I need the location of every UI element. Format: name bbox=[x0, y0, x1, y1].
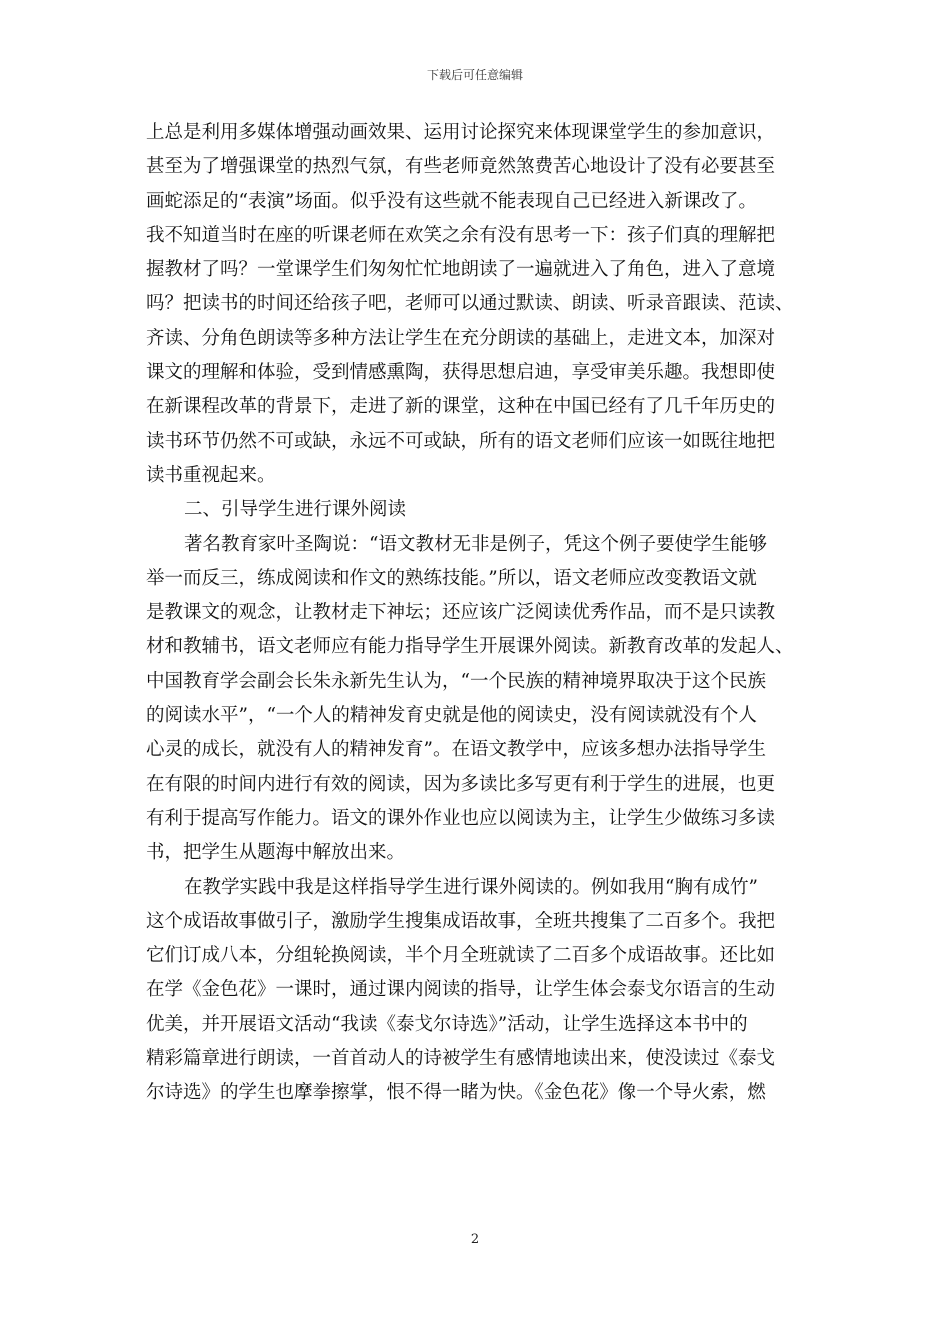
text-line: 二、引导学生进行课外阅读 bbox=[184, 499, 407, 521]
text-line: 读书环节仍然不可或缺，永远不可或缺，所有的语文老师们应该一如既往地把 bbox=[146, 430, 776, 452]
text-line: 著名教育家叶圣陶说：“语文教材无非是例子，凭这个例子要使学生能够 bbox=[184, 533, 767, 555]
text-line: 读书重视起来。 bbox=[146, 464, 276, 486]
text-line: 精彩篇章进行朗读，一首首动人的诗被学生有感情地读出来，使没读过《泰戈 bbox=[146, 1048, 776, 1070]
text-line: 有利于提高写作能力。语文的课外作业也应以阅读为主，让学生少做练习多读 bbox=[146, 807, 776, 829]
text-line: 举一而反三，练成阅读和作文的熟练技能。”所以，语文老师应改变教语文就 bbox=[146, 567, 757, 589]
document-body bbox=[146, 116, 816, 1111]
text-line: 书，把学生从题海中解放出来。 bbox=[146, 842, 406, 864]
text-line: 在有限的时间内进行有效的阅读，因为多读比多写更有利于学生的进展，也更 bbox=[146, 773, 776, 795]
page-number: 2 bbox=[470, 1232, 480, 1247]
text-line: 是教课文的观念，让教材走下神坛；还应该广泛阅读优秀作品，而不是只读教 bbox=[146, 602, 776, 624]
text-line: 心灵的成长，就没有人的精神发育”。在语文教学中，应该多想办法指导学生 bbox=[146, 739, 766, 761]
text-line: 甚至为了增强课堂的热烈气氛，有些老师竟然煞费苦心地设计了没有必要甚至 bbox=[146, 156, 776, 178]
text-line: 齐读、分角色朗读等多种方法让学生在充分朗读的基础上，走进文本，加深对 bbox=[146, 327, 776, 349]
text-line: 上总是利用多媒体增强动画效果、运用讨论探究来体现课堂学生的参加意识， bbox=[146, 122, 776, 143]
text-line: 尔诗选》的学生也摩拳擦掌，恨不得一睹为快。《金色花》像一个导火索，燃 bbox=[146, 1082, 766, 1104]
text-line: 材和教辅书，语文老师应有能力指导学生开展课外阅读。新教育改革的发起人、 bbox=[146, 636, 794, 658]
page-header: 下载后可任意编辑 bbox=[426, 68, 523, 82]
text-line: 课文的理解和体验，受到情感熏陶，获得思想启迪，享受审美乐趣。我想即使 bbox=[146, 362, 776, 384]
text-line: 这个成语故事做引子，激励学生搜集成语故事，全班共搜集了二百多个。我把 bbox=[146, 910, 776, 932]
text-line: 在学《金色花》一课时，通过课内阅读的指导，让学生体会泰戈尔语言的生动 bbox=[146, 979, 776, 1001]
text-line: 握教材了吗？一堂课学生们匆匆忙忙地朗读了一遍就进入了角色，进入了意境 bbox=[146, 259, 776, 281]
text-line: 在新课程改革的背景下，走进了新的课堂，这种在中国已经有了几千年历史的 bbox=[146, 396, 776, 418]
text-line: 我不知道当时在座的听课老师在欢笑之余有没有思考一下：孩子们真的理解把 bbox=[146, 224, 776, 246]
text-line: 画蛇添足的“表演”场面。似乎没有这些就不能表现自己已经进入新课改了。 bbox=[146, 190, 757, 212]
text-line: 中国教育学会副会长朱永新先生认为，“一个民族的精神境界取决于这个民族 bbox=[146, 670, 766, 692]
text-line: 它们订成八本，分组轮换阅读，半个月全班就读了二百多个成语故事。还比如 bbox=[146, 945, 776, 967]
text-line: 在教学实践中我是这样指导学生进行课外阅读的。例如我用“胸有成竹” bbox=[184, 876, 758, 898]
text-line: 优美，并开展语文活动“我读《泰戈尔诗选》”活动，让学生选择这本书中的 bbox=[146, 1013, 748, 1035]
text-line: 吗？把读书的时间还给孩子吧，老师可以通过默读、朗读、听录音跟读、范读、 bbox=[146, 293, 794, 315]
text-line: 的阅读水平”，“一个人的精神发育史就是他的阅读史，没有阅读就没有个人 bbox=[146, 705, 757, 727]
